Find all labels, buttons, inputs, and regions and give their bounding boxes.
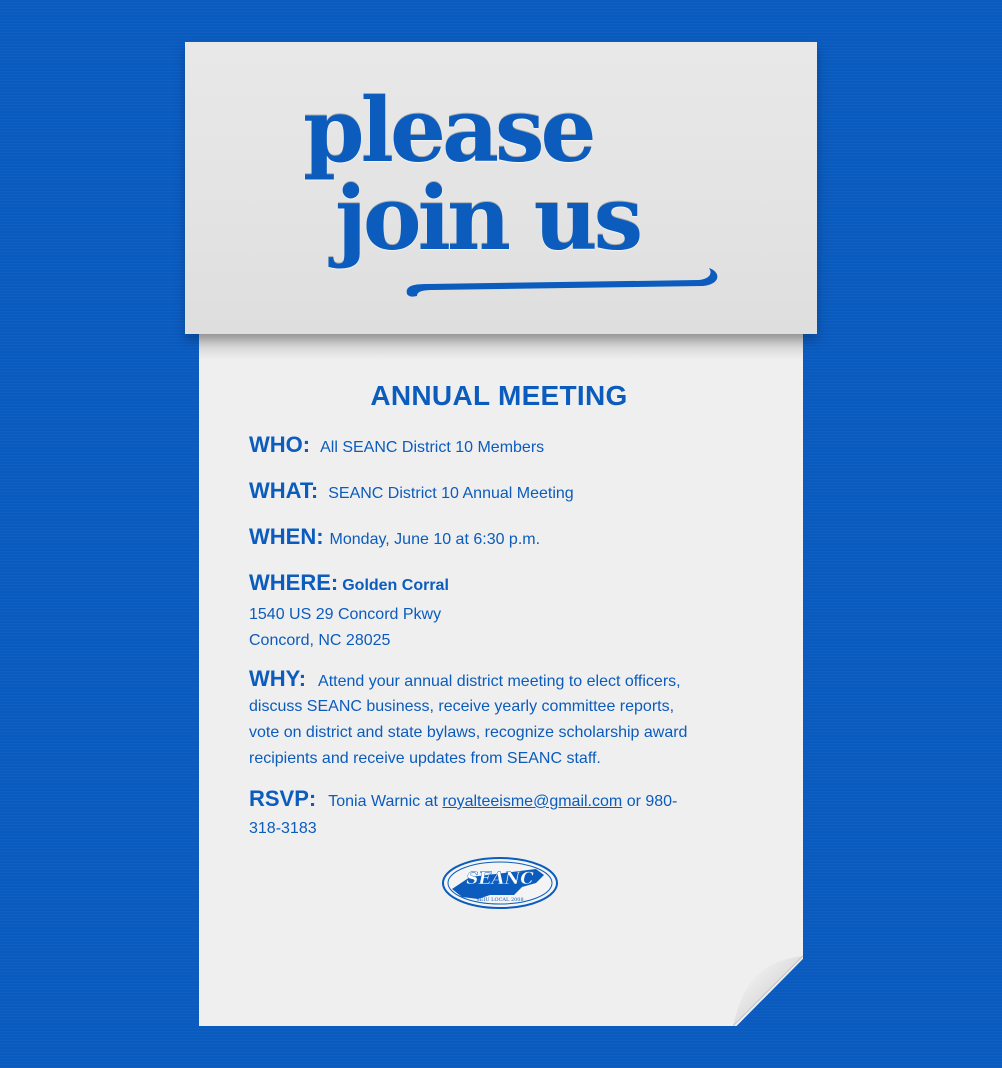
why-line-3: vote on district and state bylaws, recognize scholarship award [249,724,688,741]
who-row [249,432,544,461]
rsvp-label: RSVP: [249,786,317,811]
when-text: Monday, June 10 at 6:30 p.m. [329,531,541,548]
page-curl [733,952,803,1026]
where-row [249,570,449,599]
logo-name: SEANC [466,869,534,889]
what-label: WHAT: [249,478,319,503]
headline [185,42,817,334]
what-row [249,478,574,507]
rsvp-phone-suffix: 318-3183 [249,820,317,837]
why-line-2: discuss SEANC business, receive yearly committee reports, [249,698,675,715]
why-label: WHY: [249,666,307,691]
why-row [249,666,681,695]
headline-line-1: please [303,78,593,182]
when-label: WHEN: [249,524,324,549]
where-address-1: 1540 US 29 Concord Pkwy [249,606,442,623]
why-line-1: Attend your annual district meeting to elect officers, [318,673,681,690]
rsvp-row [249,786,677,815]
folded-header-flap [185,42,817,334]
logo-subtitle: SEIU LOCAL 2008 [476,897,524,903]
seanc-logo [440,855,560,911]
rsvp-phone-prefix: or 980- [626,793,678,810]
underline-swash [403,264,723,300]
where-address-2: Concord, NC 28025 [249,632,391,649]
why-line-4: recipients and receive updates from SEANC staff. [249,750,601,767]
rsvp-name: Tonia Warnic at [328,793,438,810]
who-text: All SEANC District 10 Members [320,439,545,456]
fold-shadow [199,334,803,360]
headline-line-2: join us [335,166,640,270]
what-text: SEANC District 10 Annual Meeting [328,485,574,502]
when-row [249,524,540,553]
rsvp-email-link[interactable]: royalteeisme@gmail.com [442,793,623,810]
who-label: WHO: [249,432,311,457]
where-label: WHERE: [249,570,339,595]
where-venue: Golden Corral [342,577,449,594]
meeting-title: ANNUAL MEETING [370,380,628,411]
